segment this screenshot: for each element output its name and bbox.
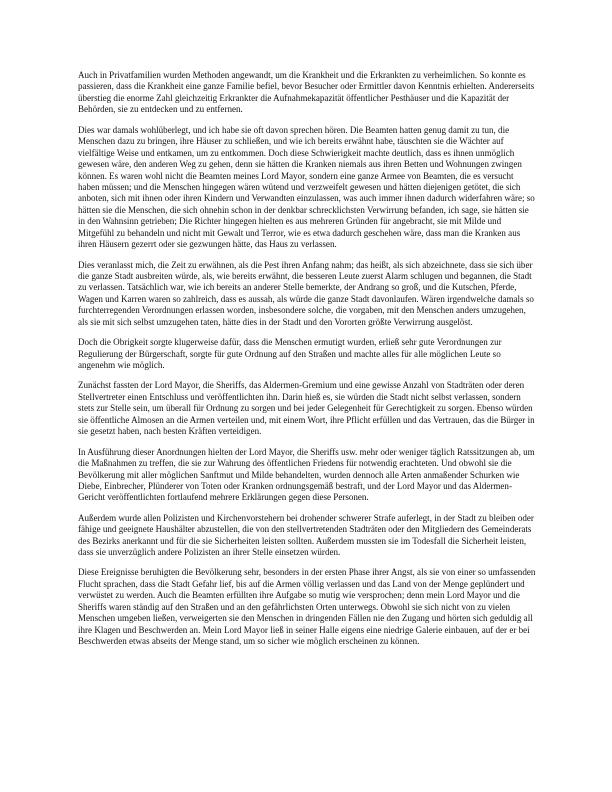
paragraph: Doch die Obrigkeit sorgte klugerweise dafür, dass die Menschen ermutigt wurden, erließ sehr gute Verordnungen zur Regulierung der Bürgerschaft, sorgte für gute Ordnung auf den Straßen und machte alles für alle möglichen Leute so angenehm wie möglich. — [78, 337, 502, 371]
paragraph: Auch in Privatfamilien wurden Methoden angewandt, um die Krankheit und die Erkrankten zu verheimlichen. So konnte es passieren, dass die Krankheit eine ganze Familie befiel, bevor Besucher oder Ermittler davon Kenntnis erhielten. Andererseits überstieg die enorme Zahl gleichzeitig Erkrankter die Aufnahmekapazität öffentlicher Pesthäuser und die Kapazität der Behörden, sie zu entdecken und zu entfernen. — [78, 70, 535, 115]
body-text — [78, 70, 537, 657]
paragraph: Zunächst fassten der Lord Mayor, die Sheriffs, das Aldermen-Gremium und eine gewisse Anzahl von Stadträten oder deren Stellvertreter einen Entschluss und veröffentlichten ihn. Darin hieß es, sie würden die Stadt nicht selbst verlassen, sondern stets zur Stelle sein, um überall für Ordnung zu sorgen und bei jeder Gelegenheit für Gerechtigkeit zu sorgen. Ebenso würden sie öffentliche Almosen an die Armen verteilen und, mit einem Wort, ihre Pflicht erfüllen und das Vertrauen, das die Bürger in sie gesetzt haben, nach besten Kräften verteidigen. — [78, 380, 535, 437]
paragraph: Dies war damals wohlüberlegt, und ich habe sie oft davon sprechen hören. Die Beamten hatten genug damit zu tun, die Menschen dazu zu bringen, ihre Häuser zu schließen, und wie ich bereits erwähnt habe, täuschten sie die Wächter auf vielfältige Weise und entkamen, um zu entkommen. Doch diese Schwierigkeit machte deutlich, dass es ihnen unmöglich gewesen wäre, den anderen Weg zu gehen, denn sie hätten die Kranken niemals aus ihren Betten und Wohnungen zwingen können. Es waren wohl nicht die Beamten meines Lord Mayor, sondern eine ganze Armee von Beamten, die es versucht haben müssen; und die Menschen hingegen wären wütend und verzweifelt gewesen und hätten diejenigen getötet, die sich anboten, sich mit ihnen oder ihren Kindern und Verwandten einzulassen, was auch immer ihnen dadurch widerfahren wäre; so hätten sie die Menschen, die sich ohnehin schon in der denkbar schrecklichsten Verwirrung befanden, ich sage, sie hätten sie in den Wahnsinn getrieben; Die Richter hingegen hielten es aus mehreren Gründen für angebracht, sie mit Milde und Mitgefühl zu behandeln und nicht mit Gewalt und Terror, wie es etwa dadurch geschehen wäre, dass man die Kranken aus ihren Häusern gezerrt oder sie gezwungen hätte, das Haus zu verlassen. — [78, 124, 535, 250]
paragraph: In Ausführung dieser Anordnungen hielten der Lord Mayor, die Sheriffs usw. mehr oder weniger täglich Ratssitzungen ab, um die Maßnahmen zu treffen, die sie zur Wahrung des öffentlichen Friedens für notwendig erachteten. Und obwohl sie die Bevölkerung mit aller möglichen Sanftmut und Milde behandelten, wurden dennoch alle Arten anmaßender Schurken wie Diebe, Einbrecher, Plünderer von Toten oder Kranken ordnungsgemäß bestraft, und der Lord Mayor und das Aldermen-Gericht veröffentlichten fortlaufend mehrere Erklärungen gegen diese Personen. — [78, 446, 535, 503]
paragraph: Außerdem wurde allen Polizisten und Kirchenvorstehern bei drohender schwerer Strafe auferlegt, in der Stadt zu bleiben oder fähige und geeignete Haushälter abzustellen, die von den stellvertretenden Stadträten oder den Mitgliedern des Gemeinderats des Bezirks anerkannt und für die sie Sicherheiten leisten sollten. Außerdem mussten sie im Todesfall die Sicherheit leisten, dass sie unverzüglich andere Polizisten an ihrer Stelle einsetzen würden. — [78, 512, 534, 558]
paragraph: Diese Ereignisse beruhigten die Bevölkerung sehr, besonders in der ersten Phase ihrer Angst, als sie von einer so umfassenden Flucht sprachen, dass die Stadt Gefahr lief, bis auf die Armen völlig verlassen und das Land von der Menge geplündert und verwüstet zu werden. Auch die Beamten erfüllten ihre Aufgabe so mutig wie versprochen; denn mein Lord Mayor und die Sheriffs waren ständig auf den Straßen und an den gefährlichsten Orten unterwegs. Obwohl sie sich nicht von zu vielen Menschen umgeben ließen, verweigerten sie den Menschen in dringenden Fällen nie den Zugang und hörten sich geduldig all ihre Klagen und Beschwerden an. Mein Lord Mayor ließ in seiner Halle eigens eine niedrige Galerie einbauen, auf der er bei Beschwerden etwas abseits der Menge stand, um so sicher wie möglich erscheinen zu können. — [78, 567, 536, 647]
paragraph: Dies veranlasst mich, die Zeit zu erwähnen, als die Pest ihren Anfang nahm; das heißt, als sich abzeichnete, dass sie sich über die ganze Stadt ausbreiten würde, als, wie bereits erwähnt, die besseren Leute zuerst Alarm schlugen und begannen, die Stadt zu verlassen. Tatsächlich war, wie ich bereits an anderer Stelle bemerkte, der Andrang so groß, und die Kutschen, Pferde, Wagen und Karren waren so zahlreich, dass es aussah, als würde die ganze Stadt davonlaufen. Wären irgendwelche damals so furchterregenden Verordnungen erlassen worden, insbesondere solche, die vorgaben, mit den Menschen anders umzugehen, als sie mit sich selbst umzugehen taten, hätte dies in der Stadt und den Vororten größte Verwirrung ausgelöst. — [78, 259, 534, 327]
